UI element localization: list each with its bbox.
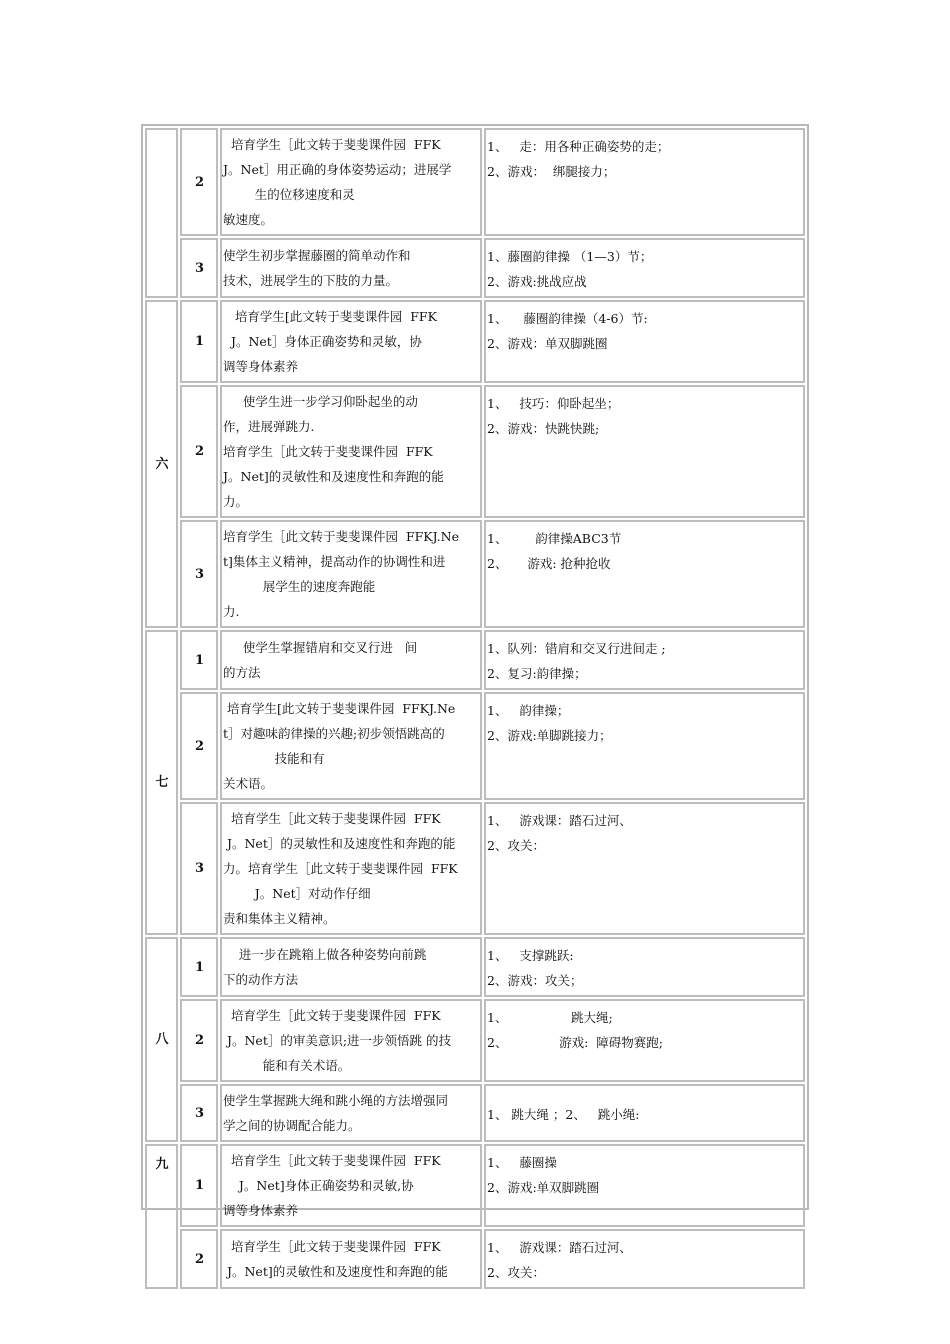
lesson-content [484,999,805,1082]
table-row [145,1084,805,1142]
lesson-content [484,1144,805,1227]
goal-line: 调等身体素养 [223,1203,299,1218]
lesson-goal [220,692,482,800]
goal-line: J。Net]的灵敏性和及速度性和奔跑的能 [223,469,444,484]
week-label: 七 [145,630,178,935]
goal-line: 培育学生[此文转于斐斐课件园 FFKJ.Ne [223,701,456,716]
content-line: 1、 跳大绳; [487,1010,613,1025]
table-row [145,630,805,690]
lesson-goal [220,238,482,298]
lesson-content [484,630,805,690]
lesson-number: 2 [180,385,218,518]
goal-line: J。Net]的灵敏性和及速度性和奔跑的能 [223,1264,448,1279]
content-line: 1、 走：用各种正确姿势的走； [487,139,670,154]
goal-line: J。Net］的灵敏性和及速度性和奔跑的能 [223,836,456,851]
goal-line: 技能和有 [223,751,325,766]
goal-line: 展学生的速度奔跑能 [223,579,376,594]
lesson-content [484,238,805,298]
content-line: 2、游戏:单脚跳接力； [487,728,612,743]
lesson-number: 1 [180,630,218,690]
lesson-content [484,128,805,236]
lesson-content [484,937,805,997]
goal-line: J。Net］对动作仔细 [223,886,371,901]
table-row [145,385,805,518]
content-line: 1、队列：错肩和交叉行进间走 ; [487,641,666,656]
goal-line: 进一步在跳箱上做各种姿势向前跳 [223,947,427,962]
week-label: 六 [145,300,178,628]
content-line: 1、 游戏课：踏石过河、 [487,813,632,828]
goal-line: 培育学生［此文转于斐斐课件园 FFK [223,1239,441,1254]
content-line: 2、游戏:挑战应战 [487,274,587,289]
table-row [145,128,805,236]
lesson-number: 3 [180,238,218,298]
goal-line: 培育学生[此文转于斐斐课件园 FFK [223,309,437,324]
week-label [145,128,178,298]
content-line: 1、 支撑跳跃: [487,948,574,963]
goal-line: 作，进展弹跳力. [223,419,315,434]
lesson-content [484,1084,805,1142]
lesson-goal [220,1229,482,1289]
lesson-goal [220,802,482,935]
goal-line: 生的位移速度和灵 [223,187,355,202]
content-line: 2、 游戏: 障碍物赛跑; [487,1035,663,1050]
goal-line: 关术语。 [223,776,274,791]
table-row [145,238,805,298]
goal-line: 培育学生［此文转于斐斐课件园 FFK [223,811,441,826]
content-line: 1、 游戏课：踏石过河、 [487,1240,632,1255]
goal-line: 使学生掌握错肩和交叉行进 间 [223,640,418,655]
goal-line: J。Net］用正确的身体姿势运动；进展学 [223,162,452,177]
goal-line: 培育学生［此文转于斐斐课件园 FFK [223,1153,441,1168]
table-row [145,937,805,997]
content-line: 2、攻关： [487,1265,545,1280]
content-line: 1、 藤圈韵律操（4-6）节: [487,311,648,326]
goal-line: 技术，进展学生的下肢的力量。 [223,273,399,288]
lesson-goal [220,300,482,383]
goal-line: 使学生初步掌握藤圈的简单动作和 [223,248,411,263]
content-line: 1、 藤圈操 [487,1155,557,1170]
week-label: 八 [145,937,178,1142]
content-line: 2、游戏：快跳快跳; [487,421,600,436]
lesson-goal [220,937,482,997]
table-row [145,300,805,383]
goal-line: J。Net］身体正确姿势和灵敏，协 [223,334,422,349]
goal-line: 使学生掌握跳大绳和跳小绳的方法增强同 [223,1093,449,1108]
content-line: 2、游戏:单双脚跳圈 [487,1180,600,1195]
lesson-number: 2 [180,128,218,236]
lesson-plan-table-frame [141,124,809,1280]
content-line: 2、攻关： [487,838,545,853]
week-label: 九 [145,1144,178,1289]
content-line: 2、游戏：单双脚跳圈 [487,336,608,351]
content-line: 1、 韵律操ABC3节 [487,531,622,546]
goal-line: 责和集体主义精神。 [223,911,336,926]
lesson-goal [220,630,482,690]
goal-line: 力. [223,604,240,619]
goal-line: 培育学生［此文转于斐斐课件园 FFK [223,137,441,152]
goal-line: t］对趣味韵律操的兴趣;初步领悟跳高的 [223,726,445,741]
lesson-number: 2 [180,1229,218,1289]
goal-line: 学之间的协调配合能力。 [223,1118,361,1133]
goal-line: 力。培育学生［此文转于斐斐课件园 FFK [223,861,458,876]
content-line: 2、复习:韵律操； [487,666,587,681]
lesson-goal [220,520,482,628]
goal-line: 的方法 [223,665,261,680]
table-row [145,692,805,800]
lesson-number: 3 [180,520,218,628]
lesson-number: 1 [180,300,218,383]
lesson-content [484,300,805,383]
lesson-plan-table [143,126,807,1291]
goal-line: t]集体主义精神，提高动作的协调性和进 [223,554,446,569]
table-row [145,999,805,1082]
table-row [145,1144,805,1227]
content-line: 2、游戏：攻关； [487,973,583,988]
content-line: 2、游戏： 绑腿接力； [487,164,616,179]
goal-line: 培育学生［此文转于斐斐课件园 FFK [223,1008,441,1023]
table-row [145,1229,805,1289]
lesson-content [484,802,805,935]
goal-line: 力。 [223,494,249,509]
table-row [145,802,805,935]
content-line: 1、 跳大绳 ；2、 跳小绳: [487,1106,640,1122]
lesson-number: 3 [180,802,218,935]
goal-line: 培育学生［此文转于斐斐课件园 FFK [223,444,433,459]
lesson-number: 3 [180,1084,218,1142]
lesson-content [484,692,805,800]
lesson-number: 2 [180,999,218,1082]
content-line: 1、 韵律操； [487,703,570,718]
lesson-content [484,520,805,628]
lesson-content [484,1229,805,1289]
content-line: 1、藤圈韵律操 （1—3）节； [487,249,653,264]
goal-line: 使学生进一步学习仰卧起坐的动 [223,394,418,409]
goal-line: J。Net］的审美意识;进一步领悟跳 的技 [223,1033,452,1048]
lesson-goal [220,385,482,518]
lesson-content [484,385,805,518]
goal-line: 敏速度。 [223,212,274,227]
lesson-number: 1 [180,937,218,997]
goal-line: 下的动作方法 [223,972,299,987]
goal-line: 调等身体素养 [223,359,299,374]
lesson-goal [220,1144,482,1227]
content-line: 1、 技巧：仰卧起坐； [487,396,620,411]
lesson-number: 2 [180,692,218,800]
lesson-number: 1 [180,1144,218,1227]
goal-line: J。Net]身体正确姿势和灵敏,协 [223,1178,414,1193]
lesson-goal [220,128,482,236]
goal-line: 培育学生［此文转于斐斐课件园 FFKJ.Ne [223,529,459,544]
lesson-goal [220,1084,482,1142]
content-line: 2、 游戏: 抢种抢收 [487,556,611,571]
lesson-goal [220,999,482,1082]
goal-line: 能和有关术语。 [223,1058,351,1073]
table-row [145,520,805,628]
